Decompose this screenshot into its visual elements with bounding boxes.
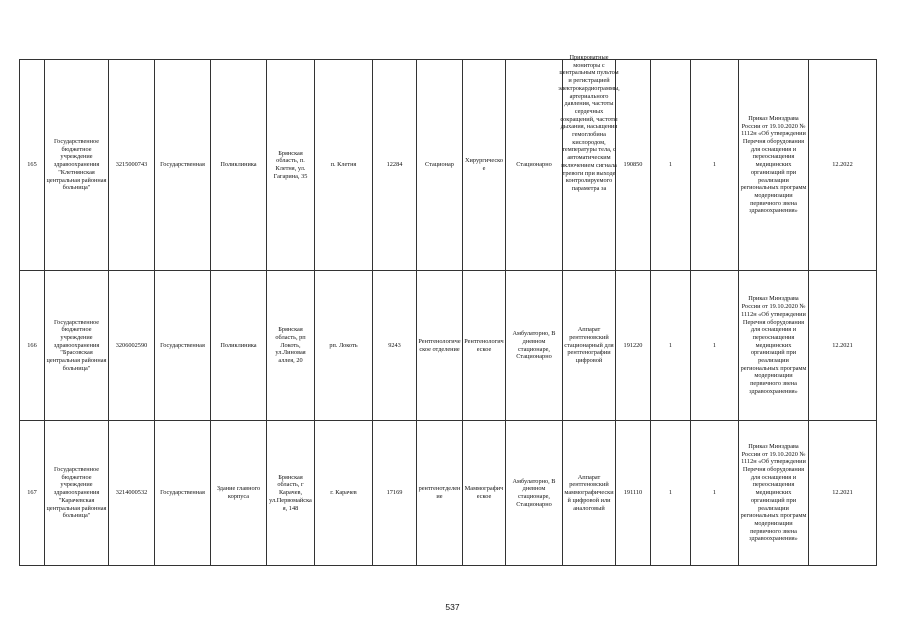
address: Брянская область, г Карачев, ул.Первомайская, 148 — [267, 421, 315, 566]
deadline-date: 12.2022 — [809, 60, 877, 271]
row-number: 166 — [20, 271, 45, 421]
locality: рп. Локоть — [315, 271, 373, 421]
care-conditions: Амбулаторно, В дневном стационаре, Стационарно — [506, 271, 563, 421]
quantity-1: 1 — [651, 271, 691, 421]
inn-code: 3215000743 — [109, 60, 155, 271]
equipment-code: 190850 — [616, 60, 651, 271]
population: 17169 — [373, 421, 417, 566]
address: Брянская область, рп Локоть, ул.Линовая аллея, 20 — [267, 271, 315, 421]
population: 12284 — [373, 60, 417, 271]
building-type: Здание главного корпуса — [211, 421, 267, 566]
care-conditions: Стационарно — [506, 60, 563, 271]
deadline-date: 12.2021 — [809, 421, 877, 566]
equipment-text: Прикроватные мониторы с центральным пультом и регистрацией электрокардиограммы, артериального давления, частоты сердечных сокращений, частоты дыхания, насыщения гемоглобина кислородом, температуры тела, с автоматическим включением сигнала тревоги при выходе контролируемого параметра за — [558, 54, 620, 192]
equipment-name: Аппарат рентгеновский маммографический цифровой или аналоговый — [563, 421, 616, 566]
organization-name: Государственное бюджетное учреждение здравоохранения "Карачевская центральная районная больница" — [45, 421, 109, 566]
registry-table — [19, 54, 877, 566]
quantity-1: 1 — [651, 60, 691, 271]
equipment-code: 191220 — [616, 271, 651, 421]
ownership-type: Государственная — [155, 60, 211, 271]
row-number: 165 — [20, 60, 45, 271]
table-row — [20, 271, 877, 421]
address: Брянская область, п. Клетня, ул. Гагарина, 35 — [267, 60, 315, 271]
inn-code: 3206002590 — [109, 271, 155, 421]
quantity-2: 1 — [691, 271, 739, 421]
order-reference: Приказ Минздрава России от 19.10.2020 № 1112н «Об утверждении Перечня оборудования для оснащения и переоснащения медицинских организаций при реализации региональных программ модернизации первичного звена здравоохранения» — [739, 421, 809, 566]
profile: Хирургическое — [463, 60, 506, 271]
row-number: 167 — [20, 421, 45, 566]
equipment-code: 191110 — [616, 421, 651, 566]
order-reference: Приказ Минздрава России от 19.10.2020 № 1112н «Об утверждении Перечня оборудования для оснащения и переоснащения медицинских организаций при реализации региональных программ модернизации первичного звена здравоохранения» — [739, 60, 809, 271]
locality: п. Клетня — [315, 60, 373, 271]
building-type: Поликлиника — [211, 60, 267, 271]
quantity-2: 1 — [691, 60, 739, 271]
deadline-date: 12.2021 — [809, 271, 877, 421]
order-reference: Приказ Минздрава России от 19.10.2020 № 1112н «Об утверждении Перечня оборудования для оснащения и переоснащения медицинских организаций при реализации региональных программ модернизации первичного звена здравоохранения» — [739, 271, 809, 421]
profile: Рентгенологическое — [463, 271, 506, 421]
population: 9243 — [373, 271, 417, 421]
table-row — [20, 60, 877, 271]
department: рентгенотделение — [417, 421, 463, 566]
quantity-2: 1 — [691, 421, 739, 566]
organization-name: Государственное бюджетное учреждение здравоохранения "Брасовская центральная районная больница" — [45, 271, 109, 421]
inn-code: 3214000532 — [109, 421, 155, 566]
building-type: Поликлиника — [211, 271, 267, 421]
equipment-name: Аппарат рентгеновский стационарный для рентгенографии цифровой — [563, 271, 616, 421]
ownership-type: Государственная — [155, 421, 211, 566]
quantity-1: 1 — [651, 421, 691, 566]
equipment-name — [558, 54, 620, 271]
care-conditions: Амбулаторно, В дневном стационаре, Стационарно — [506, 421, 563, 566]
ownership-type: Государственная — [155, 271, 211, 421]
department: Стационар — [417, 60, 463, 271]
locality: г. Карачев — [315, 421, 373, 566]
department: Рентгенологическое отделение — [417, 271, 463, 421]
organization-name: Государственное бюджетное учреждение здравоохранения "Клетнянская центральная районная больница" — [45, 60, 109, 271]
table-row — [20, 421, 877, 566]
profile: Маммографическое — [463, 421, 506, 566]
page-number: 537 — [445, 602, 460, 612]
